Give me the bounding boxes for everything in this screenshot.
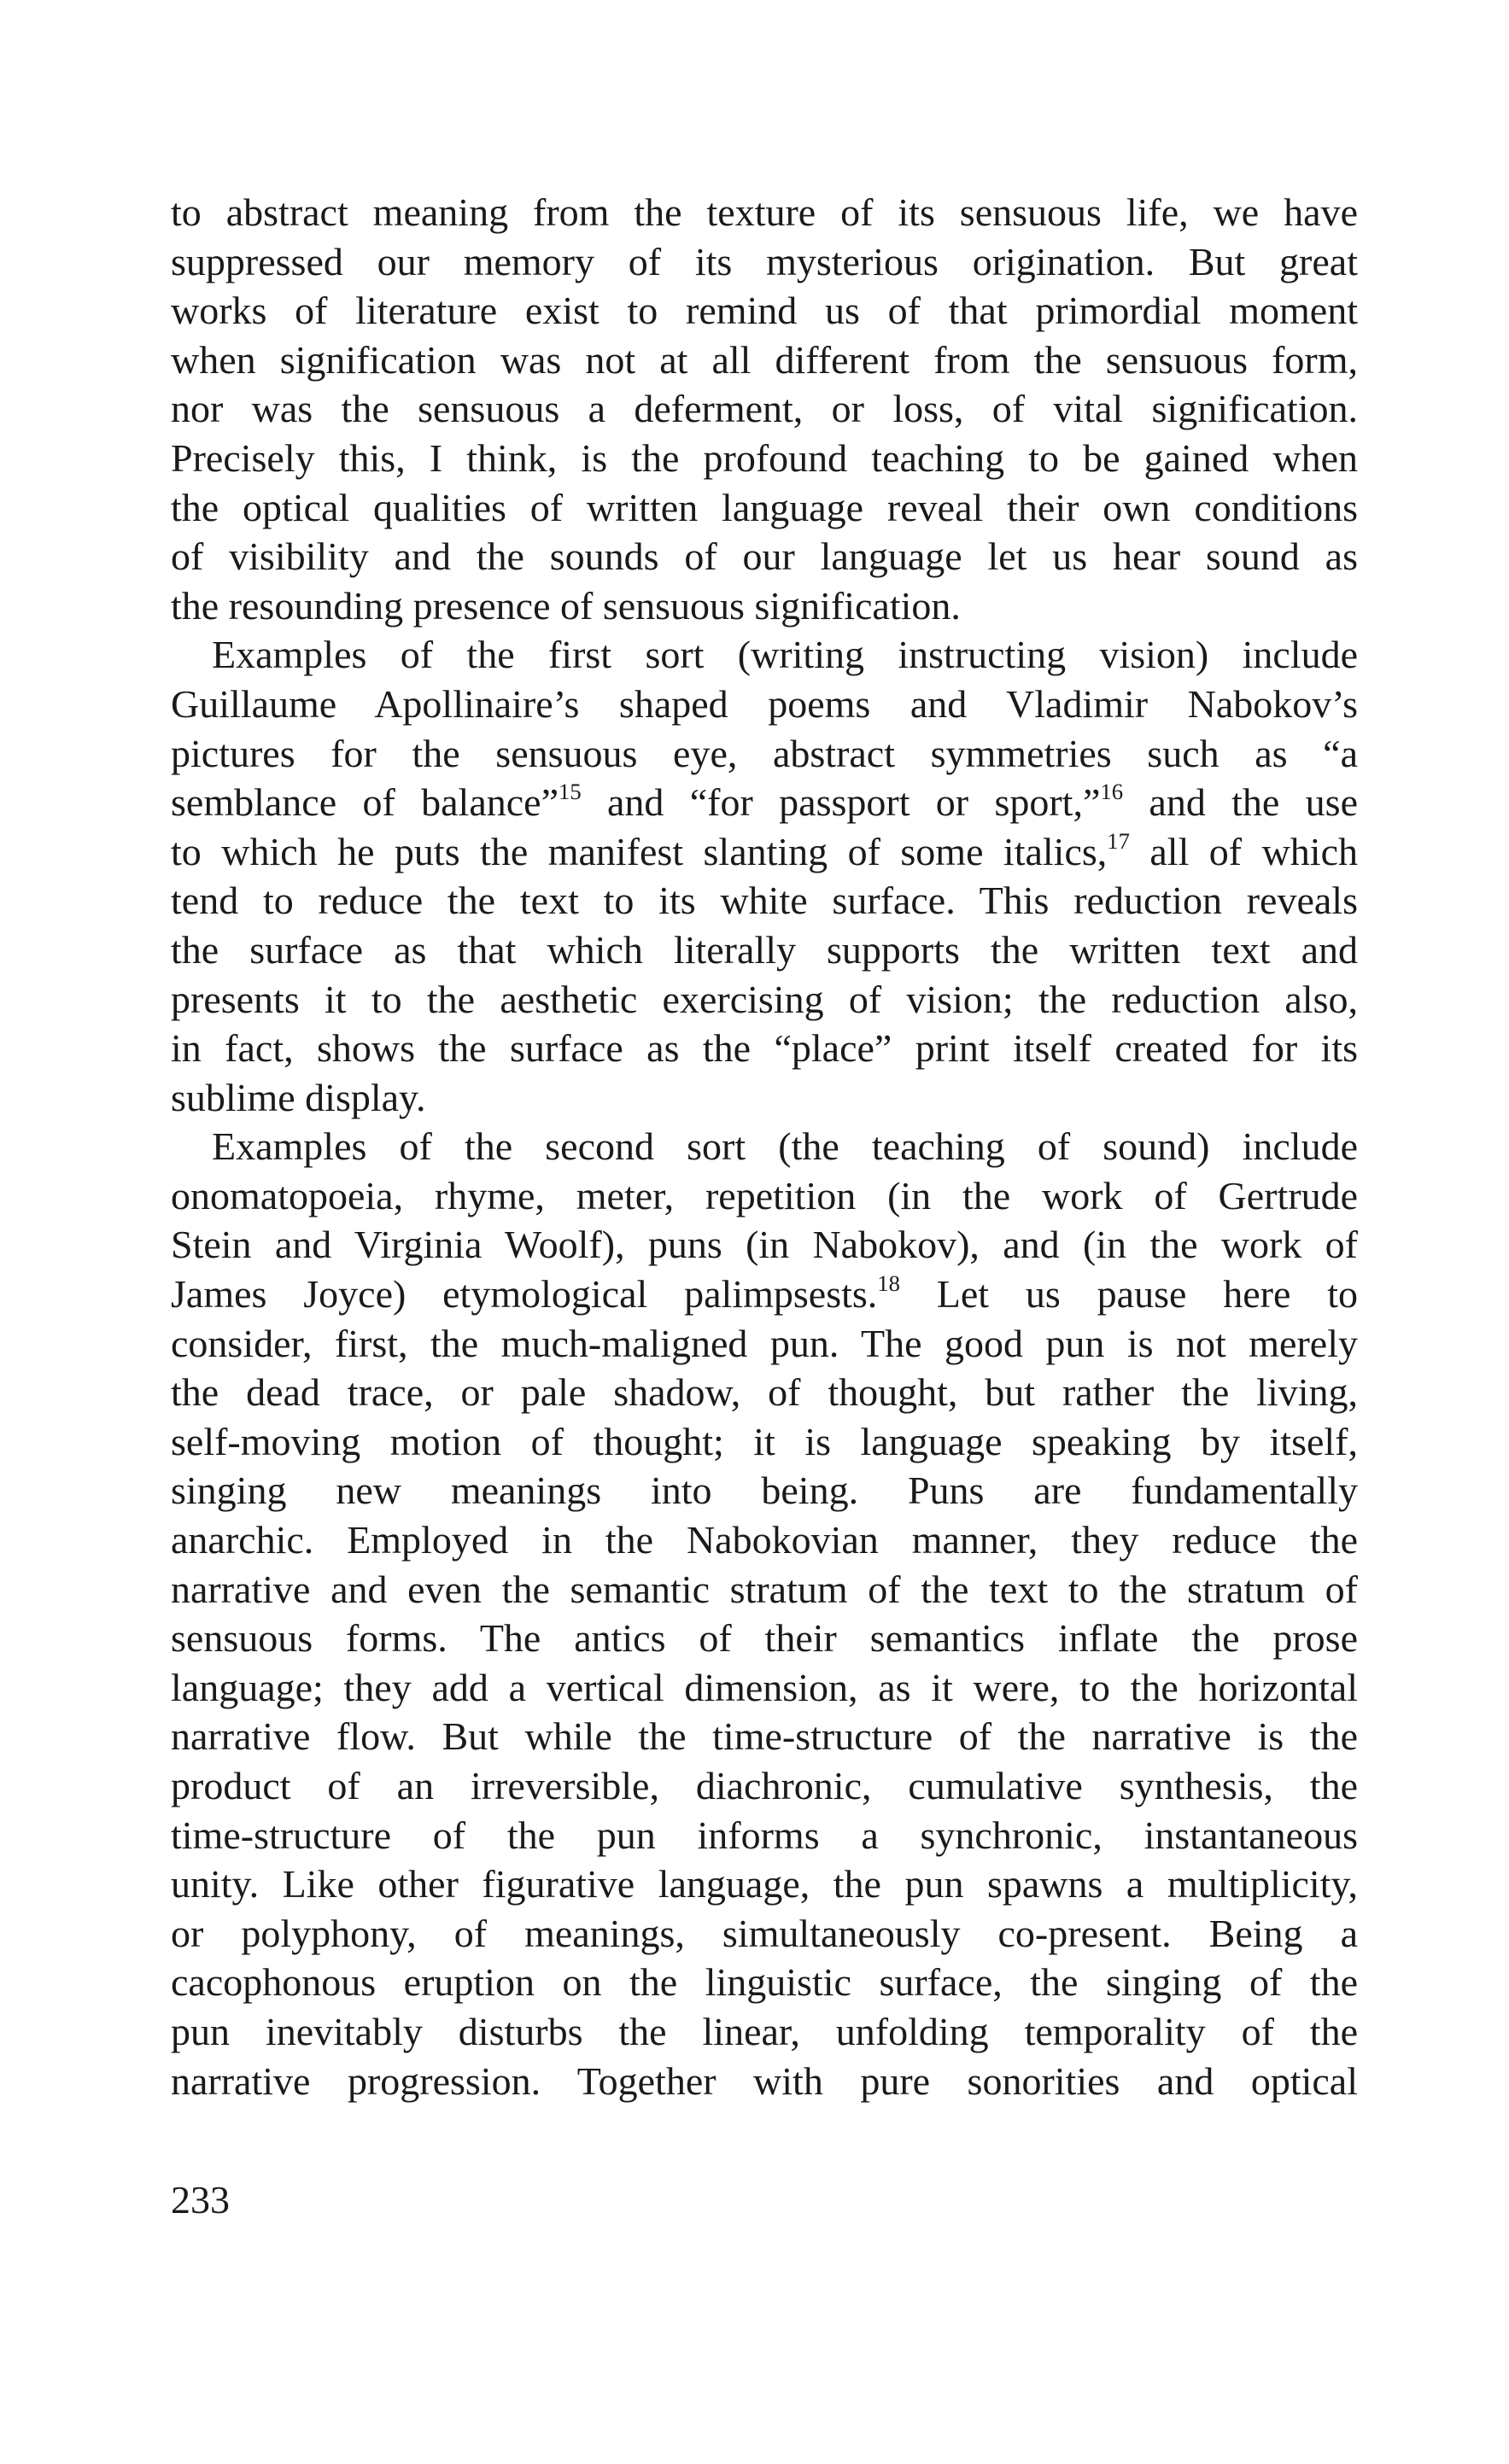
text-line: product of an irreversible, diachronic, cumulative synthesis, the <box>171 1764 1358 1807</box>
text-line: in fact, shows the surface as the “place” print itself created for its <box>171 1026 1358 1071</box>
text-line: works of literature exist to remind us of that primordial moment <box>171 289 1358 333</box>
text-line: Guillaume Apollinaire’s shaped poems and Vladimir Nabokov’s <box>171 681 1358 726</box>
text-line: Precisely this, I think, is the profound teaching to be gained when <box>171 435 1358 480</box>
text-line: the resounding presence of sensuous signification. <box>171 583 961 628</box>
text-line: pun inevitably disturbs the linear, unfolding temporality of the <box>171 2009 1358 2053</box>
text-line: nor was the sensuous a deferment, or loss, of vital signification. <box>171 387 1358 431</box>
text-line: the optical qualities of written language reveal their own conditions <box>171 485 1358 529</box>
text-line: consider, first, the much-maligned pun. The good pun is not merely <box>171 1321 1358 1365</box>
text-line: suppressed our memory of its mysterious origination. But great <box>171 239 1358 283</box>
text-line-with-footnote-ref: to which he puts the manifest slanting of some italics,$^{17}$ all of which <box>171 827 1358 873</box>
text-line: sublime display. <box>171 1075 426 1119</box>
text-line: sensuous forms. The antics of their semantics inflate the prose <box>171 1616 1358 1661</box>
text-line: when signification was not at all different from the sensuous form, <box>171 337 1358 382</box>
footnote-ref: 16 <box>1100 778 1124 804</box>
text-line: anarchic. Employed in the Nabokovian manner, they reduce the <box>171 1518 1358 1562</box>
text-line: narrative and even the semantic stratum of the text to the stratum of <box>171 1567 1358 1611</box>
paragraph-first-line: Examples of the second sort (the teaching of sound) include <box>212 1124 1358 1169</box>
paragraph-first-line: Examples of the first sort (writing instructing vision) include <box>212 633 1358 677</box>
text-line: language; they add a vertical dimension, as it were, to the horizontal <box>171 1665 1358 1709</box>
body-text <box>171 188 1358 2105</box>
text-line: unity. Like other figurative language, the pun spawns a multiplicity, <box>171 1862 1358 1906</box>
text-line: or polyphony, of meanings, simultaneously co-present. Being a <box>171 1911 1358 1955</box>
text-line: tend to reduce the text to its white surface. This reduction reveals <box>171 879 1358 923</box>
text-line: time-structure of the pun informs a synchronic, instantaneous <box>171 1813 1358 1857</box>
text-line: onomatopoeia, rhyme, meter, repetition (in the work of Gertrude <box>171 1173 1358 1217</box>
text-line: presents it to the aesthetic exercising of vision; the reduction also, <box>171 977 1358 1021</box>
text-line: singing new meanings into being. Puns are fundamentally <box>171 1468 1358 1513</box>
text-line: to abstract meaning from the texture of its sensuous life, we have <box>171 190 1358 234</box>
page-number: 233 <box>171 2178 230 2222</box>
footnote-ref: 17 <box>1107 827 1130 854</box>
text-line: pictures for the sensuous eye, abstract symmetries such as “a <box>171 731 1358 775</box>
text-line: the dead trace, or pale shadow, of thought, but rather the living, <box>171 1370 1358 1415</box>
text-line: narrative progression. Together with pure sonorities and optical <box>171 2058 1358 2103</box>
text-line: of visibility and the sounds of our language let us hear sound as <box>171 534 1358 579</box>
footnote-ref: 18 <box>877 1270 900 1296</box>
text-line: narrative flow. But while the time-structure of the narrative is the <box>171 1714 1358 1759</box>
text-line: Stein and Virginia Woolf), puns (in Nabokov), and (in the work of <box>171 1223 1358 1267</box>
text-line-with-footnote-refs: semblance of balance”$^{15}$ and “for passport or sport,”$^{16}$ and the use <box>171 778 1359 825</box>
text-line-with-footnote-ref: James Joyce) etymological palimpsests.$^{18}$ Let us pause here to <box>171 1270 1358 1317</box>
text-line: self-moving motion of thought; it is language speaking by itself, <box>171 1419 1358 1463</box>
footnote-ref: 15 <box>559 778 582 804</box>
text-line: cacophonous eruption on the linguistic surface, the singing of the <box>171 1960 1358 2005</box>
text-line: the surface as that which literally supports the written text and <box>171 927 1358 972</box>
